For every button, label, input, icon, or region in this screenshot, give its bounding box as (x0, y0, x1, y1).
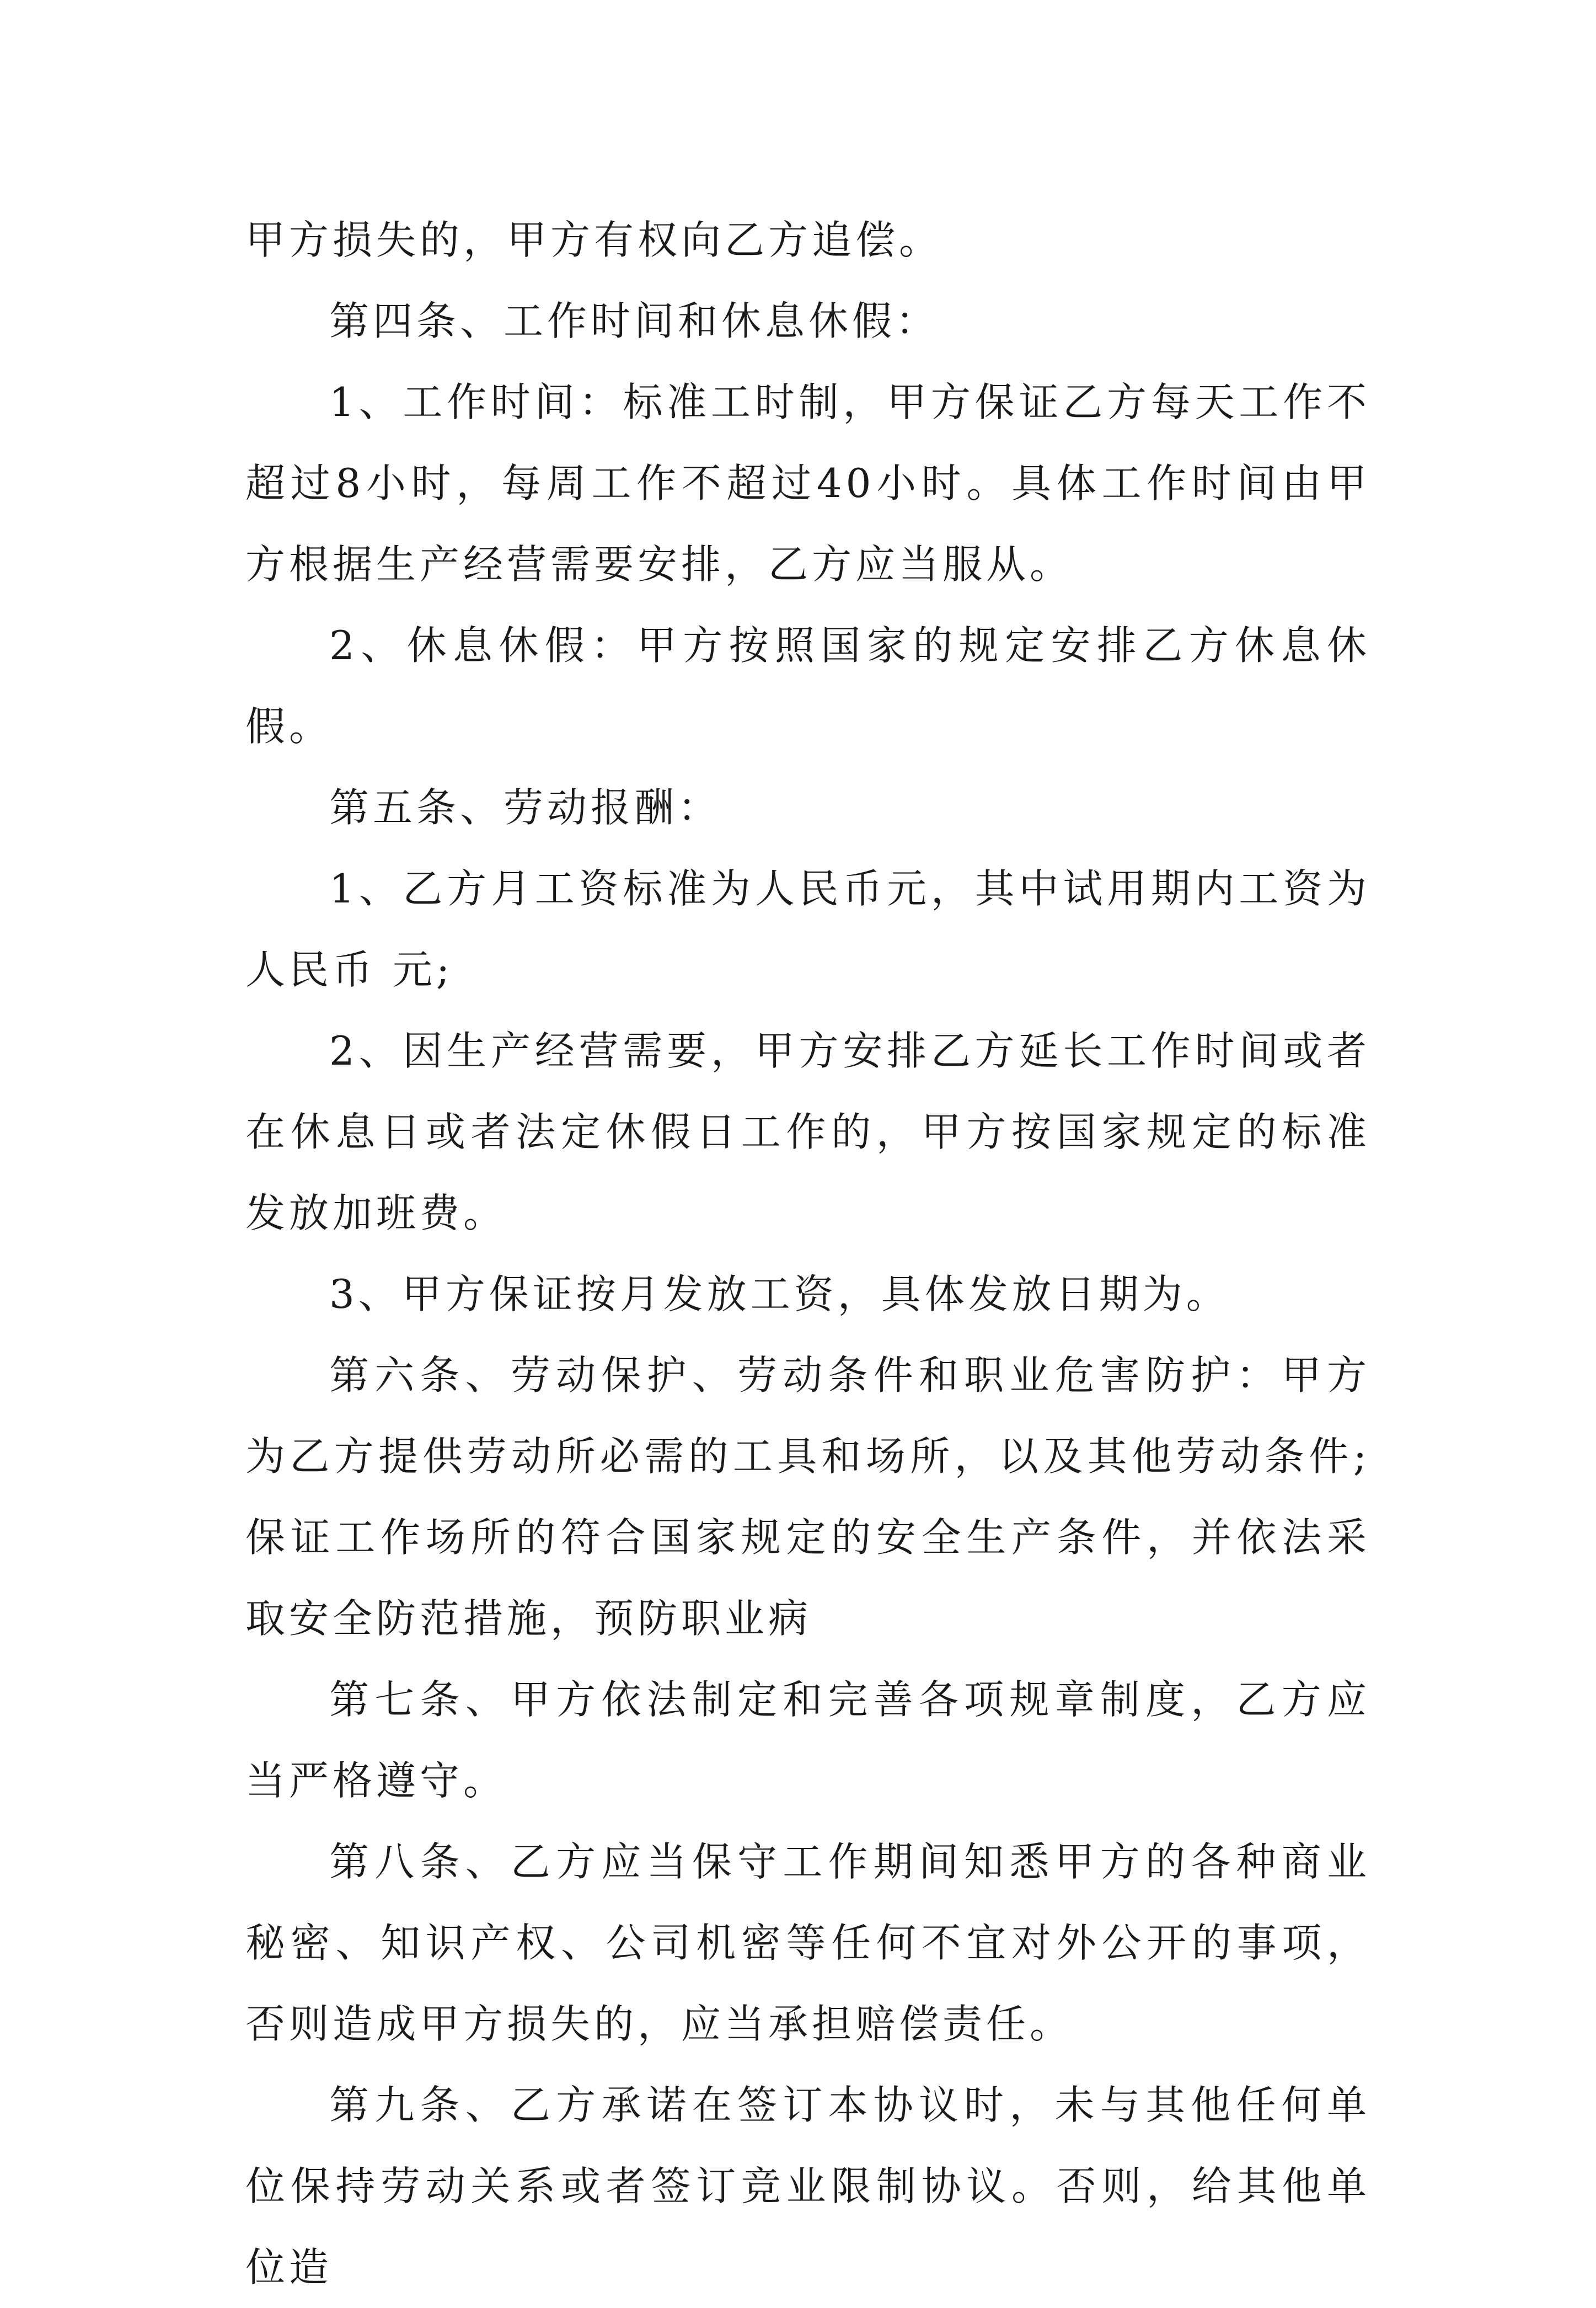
article-5-item-3: 3、甲方保证按月发放工资，具体发放日期为。 (329, 1271, 1230, 1317)
article-6: 第六条、劳动保护、劳动条件和职业危害防护：甲方为乙方提供劳动所必需的工具和场所，以及其他劳动条件;保证工作场所的符合国家规定的安全生产条件，并依法采取安全防范措施，预防职业病 (245, 1352, 1370, 1642)
article-5-item-2: 2、因生产经营需要，甲方安排乙方延长工作时间或者在休息日或者法定休假日工作的，甲方按国家规定的标准发放加班费。 (245, 1028, 1370, 1236)
article-5-item-1: 1、乙方月工资标准为人民币元，其中试用期内工资为人民币 元; (245, 866, 1370, 993)
article-9: 第九条、乙方承诺在签订本协议时，未与其他任何单位保持劳动关系或者签订竞业限制协议。否则，给其他单位造 (245, 2082, 1370, 2290)
article-4-item-1: 1、工作时间：标准工时制，甲方保证乙方每天工作不超过8小时，每周工作不超过40小时。具体工作时间由甲方根据生产经营需要安排，乙方应当服从。 (245, 379, 1370, 587)
article-4-item-2: 2、休息休假：甲方按照国家的规定安排乙方休息休假。 (245, 622, 1370, 750)
article-7: 第七条、甲方依法制定和完善各项规章制度，乙方应当严格遵守。 (245, 1676, 1370, 1804)
article-4-heading: 第四条、工作时间和休息休假： (329, 298, 940, 344)
paragraph-continuation: 甲方损失的，甲方有权向乙方追偿。 (245, 217, 943, 263)
article-8: 第八条、乙方应当保守工作期间知悉甲方的各种商业秘密、知识产权、公司机密等任何不宜对外公开的事项，否则造成甲方损失的，应当承担赔偿责任。 (245, 1839, 1370, 2047)
article-5-heading: 第五条、劳动报酬： (329, 784, 722, 831)
document-body (245, 200, 1370, 2308)
